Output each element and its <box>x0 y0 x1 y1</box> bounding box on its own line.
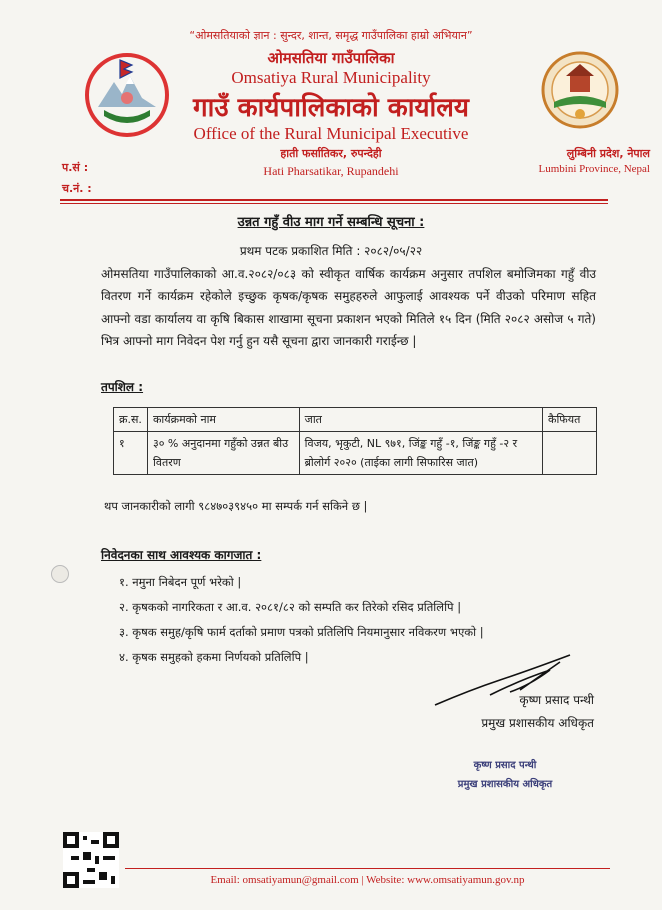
cell-remarks <box>543 432 597 475</box>
stamp-name: कृष्ण प्रसाद पन्थी <box>473 760 537 771</box>
document-item: ४. कृषक समुहको हकमा निर्णयको प्रतिलिपि | <box>119 650 309 664</box>
address-np: हाती फर्सातिकर, रुपन्देही <box>280 147 382 160</box>
document-item: २. कृषकको नागरिकता र आ.व. २०८१/८२ को सम्पति कर तिरेको रसिद प्रतिलिपि | <box>119 600 462 614</box>
stamp-title: प्रमुख प्रशासकीय अधिकृत <box>457 779 553 790</box>
letterhead-divider-thin <box>60 203 608 204</box>
document-item: १. नमुना निबेदन पूर्ण भरेको | <box>119 575 242 589</box>
documents-title: निवेदनका साथ आवश्यक कागजात : <box>101 548 262 562</box>
schedule-label: तपशिल : <box>101 380 144 394</box>
table-row <box>114 432 597 475</box>
municipality-name-np: ओमसतिया गाउँपालिका <box>267 49 395 67</box>
office-name-np: गाउँ कार्यपालिकाको कार्यालय <box>193 93 469 123</box>
qr-code-icon <box>63 832 119 888</box>
footer-contact: Email: omsatiyamun@gmail.com | Website: www.omsatiyamun.gov.np <box>210 874 525 886</box>
column-header-serial: क्र.स. <box>114 408 148 432</box>
cell-variety: विजय, भृकुटी, NL ९७१, जिंङ्क गहुँ -१, जिंङ्क गहुँ -२ र ब्रोलोर्ग २०२० (ताईका लागी सिफारिस जात) <box>299 432 542 475</box>
publication-date: प्रथम पटक प्रकाशित मिति : २०८२/०५/२२ <box>239 244 423 258</box>
notice-body: ओमसतिया गाउँपालिकाको आ.व.२०८२/०८३ को स्वीकृत वार्षिक कार्यक्रम अनुसार तपशिल बमोजिमका गहुँ वीउ वितरण गर्ने कार्यक्रम रहेकोले इच्छुक कृषक/कृषक समुहहरुले आफुलाई आवश्यक पर्ने वीउको परिमाण सहित आफ्नो वडा कार्यालय वा कृषि बिकास शाखामा सूचना प्रकाशन भएको मितिले १५ दिन (मिति २०८२ असोज ५ गते) भित्र आफ्नो माग निवेदन पेश गर्नु हुन यसै सूचना द्वारा जानकारी गराईन्छ | <box>101 267 596 348</box>
notice-subject: उन्नत गहुँ वीउ माग गर्ने सम्बन्धि सूचना : <box>237 215 425 230</box>
letterhead-divider <box>60 199 608 201</box>
address-en: Hati Pharsatikar, Rupandehi <box>263 164 399 178</box>
signatory-title: प्रमुख प्रशासकीय अधिकृत <box>481 716 594 730</box>
letterhead-slogan: “ओमसतियाको ज्ञान : सुन्दर, शान्त, समृद्ध गाउँपालिका हाम्रो अभियान” <box>189 29 473 42</box>
cell-program: ३० % अनुदानमा गहुँको उन्नत बीउ वितरण <box>147 432 299 475</box>
column-header-remarks: कैफियत <box>543 408 597 432</box>
municipality-name-en: Omsatiya Rural Municipality <box>231 68 431 87</box>
province-en: Lumbini Province, Nepal <box>538 163 650 175</box>
column-header-program: कार्यक्रमको नाम <box>147 408 299 432</box>
table-header-row <box>114 408 597 432</box>
schedule-table <box>113 407 597 475</box>
document-item: ३. कृषक समुह/कृषि फार्म दर्ताको प्रमाण पत्रको प्रतिलिपि नियमानुसार नविकरण भएको | <box>119 625 484 639</box>
contact-info: थप जानकारीको लागी ९८४७०३९४५० मा सम्पर्क गर्न सकिने छ | <box>104 499 368 513</box>
cell-serial: १ <box>114 432 148 475</box>
province-np: लुम्बिनी प्रदेश, नेपाल <box>566 147 650 160</box>
dispatch-number-label: च.नं. : <box>62 182 92 195</box>
column-header-variety: जात <box>299 408 542 432</box>
office-name-en: Office of the Rural Municipal Executive <box>193 124 469 143</box>
reference-number-label: प.सं : <box>62 161 89 174</box>
punch-hole <box>51 565 69 583</box>
footer-divider <box>125 868 610 869</box>
signatory-name: कृष्ण प्रसाद पन्थी <box>519 693 594 707</box>
